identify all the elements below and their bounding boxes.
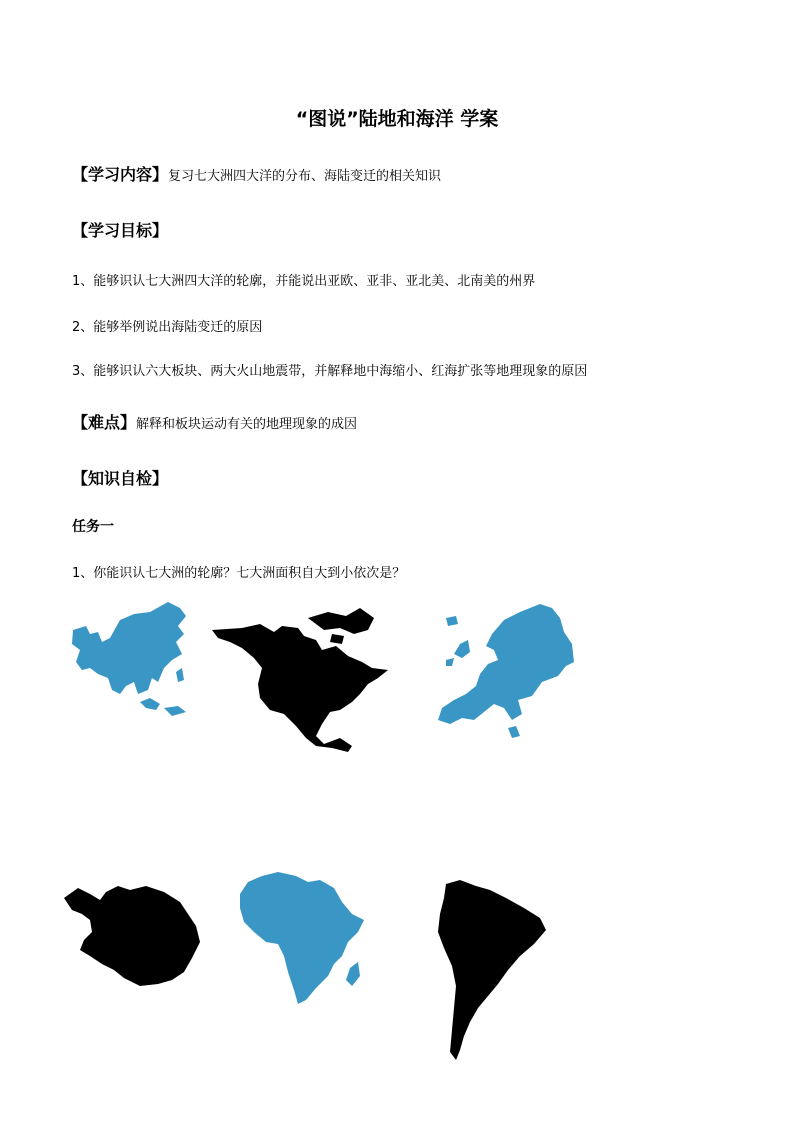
objective-item-3: 3、能够识认六大板块、两大火山地震带，并解释地中海缩小、红海扩张等地理现象的原因 <box>72 364 588 379</box>
north-america-map <box>212 606 392 754</box>
africa-map <box>238 872 372 1006</box>
learning-objectives-label: 【学习目标】 <box>72 221 169 240</box>
objective-item-1: 1、能够识认七大洲四大洋的轮廓，并能说出亚欧、亚非、亚北美、北南美的州界 <box>72 274 536 289</box>
antarctica-map <box>62 884 202 988</box>
asia-map <box>68 598 193 723</box>
south-america-map <box>436 880 548 1060</box>
objective-item-2: 2、能够举例说出海陆变迁的原因 <box>72 320 263 335</box>
learning-content-label: 【学习内容】 <box>72 165 169 184</box>
task-label: 任务一 <box>72 519 114 535</box>
difficulty-label: 【难点】 <box>72 413 137 432</box>
learning-content-text: 复习七大洲四大洋的分布、海陆变迁的相关知识 <box>168 169 442 184</box>
task-question: 1、你能识认七大洲的轮廓？七大洲面积自大到小依次是？ <box>72 566 406 581</box>
page-title: “图说”陆地和海洋 学案 <box>295 108 499 130</box>
learning-content-row <box>72 162 441 185</box>
difficulty-row <box>72 410 357 433</box>
self-check-label: 【知识自检】 <box>72 469 169 488</box>
difficulty-text: 解释和板块运动有关的地理现象的成因 <box>136 417 358 432</box>
europe-map <box>432 604 578 738</box>
